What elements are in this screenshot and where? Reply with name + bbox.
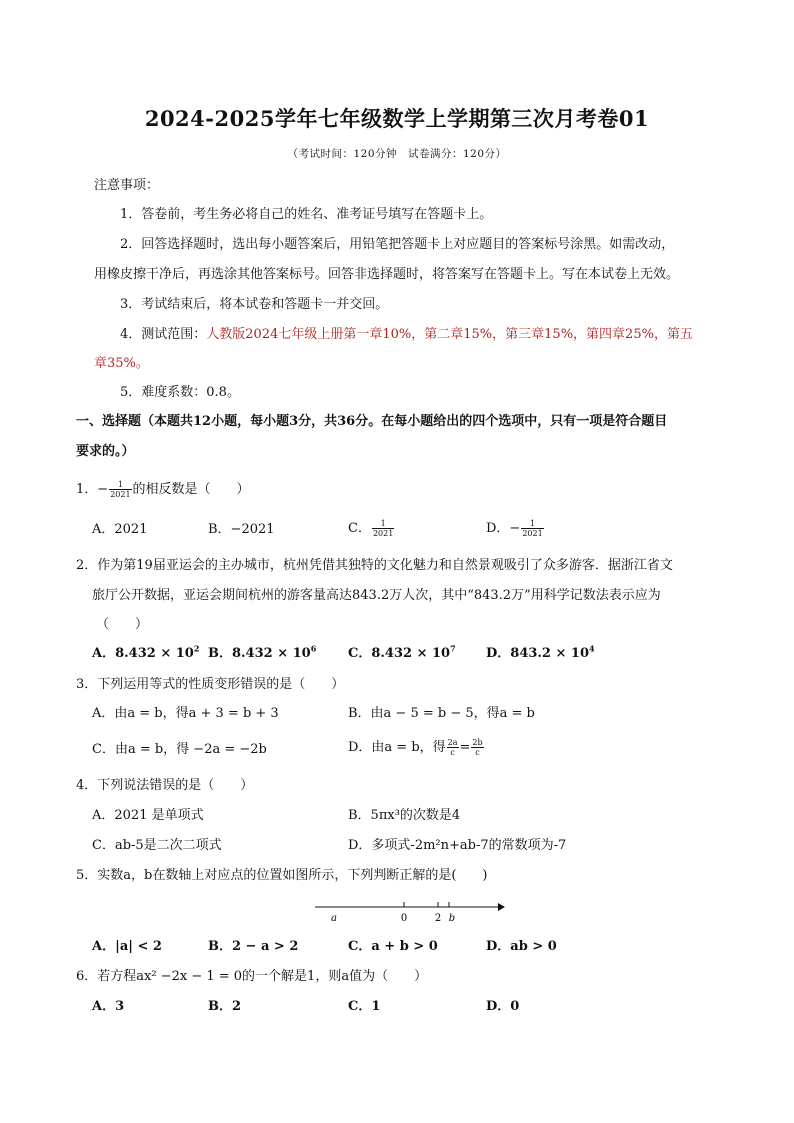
arrow-head-icon — [498, 903, 505, 911]
fraction-denominator: 2021 — [110, 490, 131, 499]
notice-item-2-line2: 用橡皮擦干净后，再选涂其他答案标号。回答非选择题时，将答案写在答题卡上。写在本试卷上无效。 — [94, 267, 680, 282]
option-text: D．843.2 × 10 — [486, 646, 590, 661]
label-b: b — [448, 913, 456, 924]
notice-item-4-scope: 人教版2024七年级上册第一章10%，第二章15%，第三章15%，第四章25%，第五 — [206, 327, 693, 342]
question-6-option-d[interactable]: D．0 — [486, 999, 520, 1014]
question-2-option-a[interactable] — [92, 645, 199, 663]
question-2-option-d[interactable] — [486, 645, 595, 663]
question-3-option-b[interactable]: B．由a − 5 = b − 5，得a = b — [348, 706, 535, 721]
notice-item-3: 3．考试结束后，将本试卷和答题卡一并交回。 — [120, 297, 389, 312]
fraction-numerator: 1 — [109, 480, 131, 490]
question-1-option-d[interactable] — [486, 519, 545, 538]
question-2-stem-line1: 2．作为第19届亚运会的主办城市，杭州凭借其独特的文化魅力和自然景观吸引了众多游客．据浙江省文 — [76, 558, 673, 573]
fraction-denominator: 2021 — [372, 529, 394, 538]
option-d-fraction — [521, 519, 543, 538]
question-3-option-a[interactable]: A．由a = b，得a + 3 = b + 3 — [92, 706, 279, 721]
fraction-denominator: c — [450, 748, 455, 757]
question-1-minus: − — [97, 482, 109, 497]
question-5-stem: 5．实数a，b在数轴上对应点的位置如图所示，下列判断正解的是( ) — [76, 868, 488, 883]
question-3-option-d[interactable] — [348, 738, 485, 757]
option-text: B．8.432 × 10 — [208, 646, 311, 661]
option-exponent: 7 — [450, 643, 456, 654]
page-title: 2024-2025学年七年级数学上学期第三次月考卷01 — [144, 106, 650, 131]
option-label: C． — [348, 521, 371, 536]
question-6-stem: 6．若方程ax² −2x − 1 = 0的一个解是1，则a值为（ ） — [76, 969, 428, 984]
fraction-denominator: c — [475, 748, 480, 757]
option-exponent: 6 — [310, 643, 317, 654]
option-exponent: 2 — [193, 643, 200, 654]
section-heading-line2: 要求的。） — [76, 444, 135, 459]
question-1-option-a[interactable]: A．2021 — [92, 522, 148, 537]
label-two: 2 — [434, 913, 442, 924]
equals-sign: = — [459, 740, 471, 755]
question-1-stem — [76, 480, 250, 499]
label-zero: 0 — [400, 913, 408, 924]
question-6-option-c[interactable]: C．1 — [348, 999, 381, 1014]
option-text: D．由a = b，得 — [348, 740, 446, 755]
question-6-option-a[interactable]: A．3 — [92, 999, 125, 1014]
number-line-diagram — [312, 898, 507, 926]
question-5-option-c[interactable]: C．a + b > 0 — [348, 939, 438, 954]
fraction-numerator: 2a — [447, 738, 458, 747]
question-2-option-c[interactable] — [348, 645, 456, 663]
fraction-numerator: 1 — [372, 519, 394, 529]
question-2-stem-line3: （ ） — [96, 617, 149, 632]
notice-heading: 注意事项： — [94, 178, 160, 193]
option-c-fraction — [372, 519, 394, 538]
notice-item-4-prefix: 4．测试范围： — [120, 327, 207, 342]
fraction-numerator: 2b — [472, 738, 483, 747]
question-1-suffix: 的相反数是（ ） — [132, 482, 250, 497]
notice-item-5: 5．难度系数：0.8。 — [120, 385, 240, 400]
option-exponent: 4 — [589, 643, 595, 654]
option-label: D．− — [486, 521, 521, 536]
fraction-numerator: 1 — [521, 519, 543, 529]
question-1-option-c[interactable] — [348, 519, 395, 538]
label-a: a — [331, 913, 337, 924]
notice-item-1: 1．答卷前，考生务必将自己的姓名、准考证号填写在答题卡上。 — [120, 207, 493, 222]
question-2-option-b[interactable] — [208, 645, 316, 663]
question-3-stem: 3．下列运用等式的性质变形错误的是（ ） — [76, 677, 345, 692]
question-3-option-c[interactable]: C．由a = b，得 −2a = −2b — [92, 742, 267, 757]
question-5-option-b[interactable]: B．2 − a > 2 — [208, 939, 299, 954]
page-subtitle: （考试时间：120分钟 试卷满分：120分） — [287, 148, 507, 160]
option-text: A．8.432 × 10 — [92, 646, 194, 661]
question-4-option-b[interactable]: B．5πx³的次数是4 — [348, 808, 461, 823]
question-5-option-d[interactable]: D．ab > 0 — [486, 939, 557, 954]
notice-item-4-line1 — [120, 326, 693, 344]
fraction-denominator: 2021 — [522, 529, 543, 538]
question-4-option-d[interactable]: D．多项式-2m²n+ab-7的常数项为-7 — [348, 838, 567, 853]
notice-item-4-line2: 章35%。 — [94, 356, 149, 371]
question-2-stem-line2: 旅厅公开数据，亚运会期间杭州的游客量高达843.2万人次，其中“843.2万”用科学记数法表示应为 — [92, 588, 661, 603]
option-d-fraction-right — [471, 738, 483, 757]
question-1-fraction — [109, 480, 131, 499]
question-6-option-b[interactable]: B．2 — [208, 999, 242, 1014]
notice-item-2-line1: 2．回答选择题时，选出每小题答案后，用铅笔把答题卡上对应题目的答案标号涂黑。如需改动， — [120, 237, 675, 252]
question-4-option-a[interactable]: A．2021 是单项式 — [92, 808, 204, 823]
option-text: C．8.432 × 10 — [348, 646, 451, 661]
option-d-fraction-left — [447, 738, 459, 757]
question-5-option-a[interactable]: A．|a| < 2 — [92, 939, 162, 954]
question-4-stem: 4．下列说法错误的是（ ） — [76, 778, 254, 793]
section-heading-line1: 一、选择题（本题共12小题，每小题3分，共36分。在每小题给出的四个选项中，只有一项是符合题目 — [76, 414, 668, 429]
question-4-option-c[interactable]: C．ab-5是二次二项式 — [92, 838, 222, 853]
question-1-number: 1． — [76, 482, 98, 497]
question-1-option-b[interactable]: B．−2021 — [208, 522, 275, 537]
